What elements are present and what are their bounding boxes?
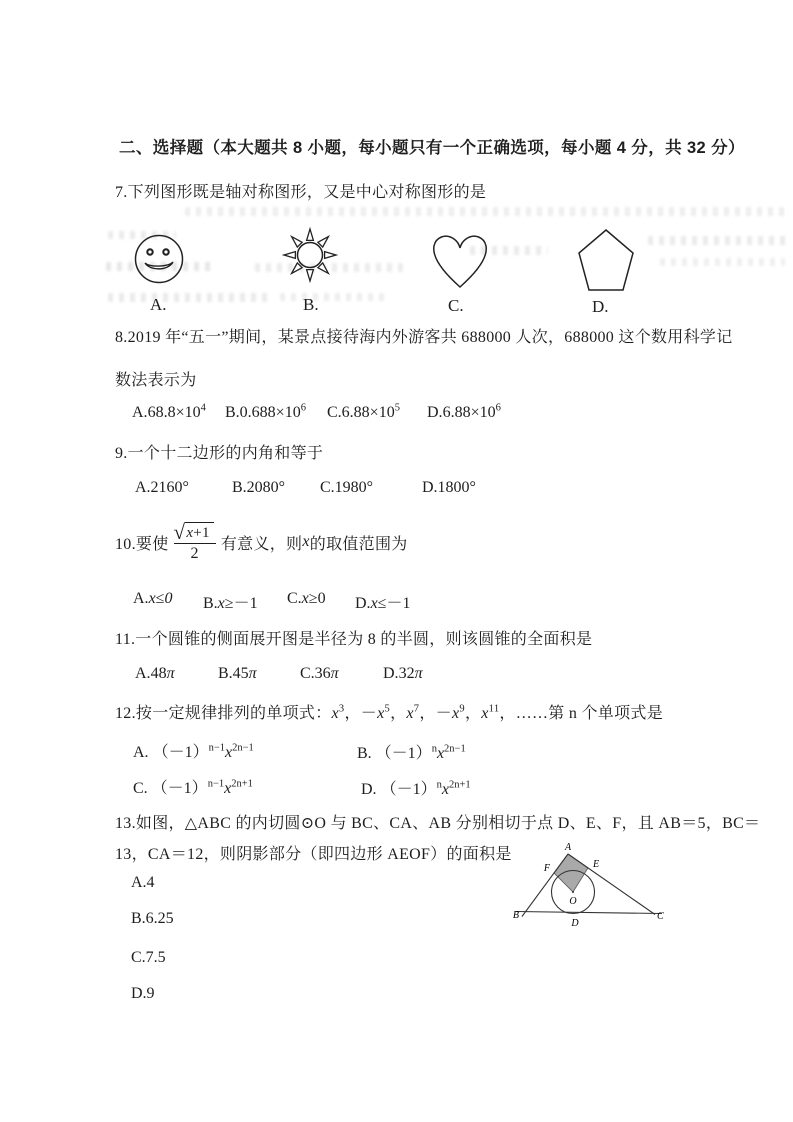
label-F: F xyxy=(543,863,550,874)
q8-stem-line1: 8.2019 年“五一”期间，某景点接待海内外游客共 688000 人次，688000 这个数用科学记 xyxy=(115,329,733,346)
q9-option-c: C.1980° xyxy=(320,479,374,496)
sun-icon xyxy=(282,227,338,283)
label-A: A xyxy=(564,842,572,853)
circle-center-dot xyxy=(572,891,574,893)
q13-figure xyxy=(503,840,668,943)
q11-option-c: C.36π xyxy=(300,665,339,682)
q8-option-c: $C.6.88\times 10^5$ xyxy=(327,402,400,421)
q7-figure-b xyxy=(282,227,338,288)
q7-figure-label-b: B. xyxy=(303,295,319,314)
label-D: D xyxy=(571,918,579,929)
q7-figure-d xyxy=(577,228,635,297)
q7-figure-label-d: D. xyxy=(592,297,609,316)
q12-stem: 12.按一定规律排列的单项式：$x^3$，$-x^5$，$x^7$，$-x^9$，$x^{11}$，……第 n 个单项式是 xyxy=(115,703,664,722)
q11-stem: 11.一个圆锥的侧面展开图是半径为 8 的半圆，则该圆锥的全面积是 xyxy=(115,631,593,648)
pentagon-icon xyxy=(577,228,635,292)
q12-option-c: C. $(-1)^{n-1}x^{2n+1}$ xyxy=(133,778,253,797)
bleed-artifact xyxy=(280,293,390,301)
q8-stem-line2: 数法表示为 xyxy=(115,372,197,389)
bleed-artifact xyxy=(660,258,785,266)
q9-option-d: D.1800° xyxy=(422,479,476,496)
q10-option-a: A.x≤0 xyxy=(133,590,173,607)
q9-option-a: A.2160° xyxy=(135,479,189,496)
bleed-artifact xyxy=(185,207,785,216)
section-header: 二、选择题（本大题共 8 小题，每小题只有一个正确选项，每小题 4 分，共 32 分） xyxy=(119,139,745,157)
label-C: C xyxy=(657,911,664,922)
q13-option-d: D.9 xyxy=(131,985,155,1002)
q13-stem-line2: 13，CA＝12，则阴影部分（即四边形 AEOF）的面积是 xyxy=(115,846,512,863)
bleed-artifact xyxy=(108,293,268,302)
q13-option-b: B.6.25 xyxy=(131,910,174,927)
label-B: B xyxy=(512,910,519,921)
heart-icon xyxy=(428,229,492,291)
q7-figure-label-c: C. xyxy=(448,296,464,315)
q13-stem-line1: 13.如图，△ABC 的内切圆⊙O 与 BC、CA、AB 分别相切于点 D、E、F，且 AB＝5，BC＝ xyxy=(115,815,761,832)
incircle-triangle-figure xyxy=(503,840,668,938)
bleed-artifact xyxy=(648,236,788,245)
q12-option-d: D. $(-1)^nx^{2n+1}$ xyxy=(361,779,471,798)
q8-option-d: $D.6.88\times 10^6$ xyxy=(427,402,501,421)
label-O: O xyxy=(569,896,577,907)
q8-option-b: $B.0.688\times 10^6$ xyxy=(225,402,306,421)
label-E: E xyxy=(593,859,600,870)
q13-option-a: A.4 xyxy=(131,874,155,891)
q10-option-d: D.x≤－1 xyxy=(355,595,411,612)
q8-option-a: $A.68.8\times 10^4$ xyxy=(132,402,206,421)
radical-sign: √ xyxy=(173,519,186,544)
q12-option-a: A. $(-1)^{n-1}x^{2n-1}$ xyxy=(133,742,254,761)
q7-stem: 7.下列图形既是轴对称图形，又是中心对称图形的是 xyxy=(115,184,487,201)
q9-option-b: B.2080° xyxy=(232,479,286,496)
q11-option-a: A.48π xyxy=(135,665,175,682)
smiley-face-icon xyxy=(133,233,185,285)
q11-option-d: D.32π xyxy=(383,665,423,682)
q12-option-b: B. $(-1)^nx^{2n-1}$ xyxy=(357,743,466,762)
q10-option-b: B.x≥－1 xyxy=(203,595,258,612)
q10-option-c: C.x≥0 xyxy=(287,590,326,607)
q7-figure-a xyxy=(133,233,185,290)
q7-figure-label-a: A. xyxy=(150,295,167,314)
q10-fraction: √ x+1 2 xyxy=(174,522,216,563)
q7-figure-c xyxy=(428,229,492,296)
q11-option-b: B.45π xyxy=(218,665,257,682)
q9-stem: 9.一个十二边形的内角和等于 xyxy=(115,445,324,462)
q13-option-c: C.7.5 xyxy=(131,949,166,966)
q10-stem: 10.要使 √ x+1 2 有意义，则 x 的取值范围为 xyxy=(115,519,408,562)
